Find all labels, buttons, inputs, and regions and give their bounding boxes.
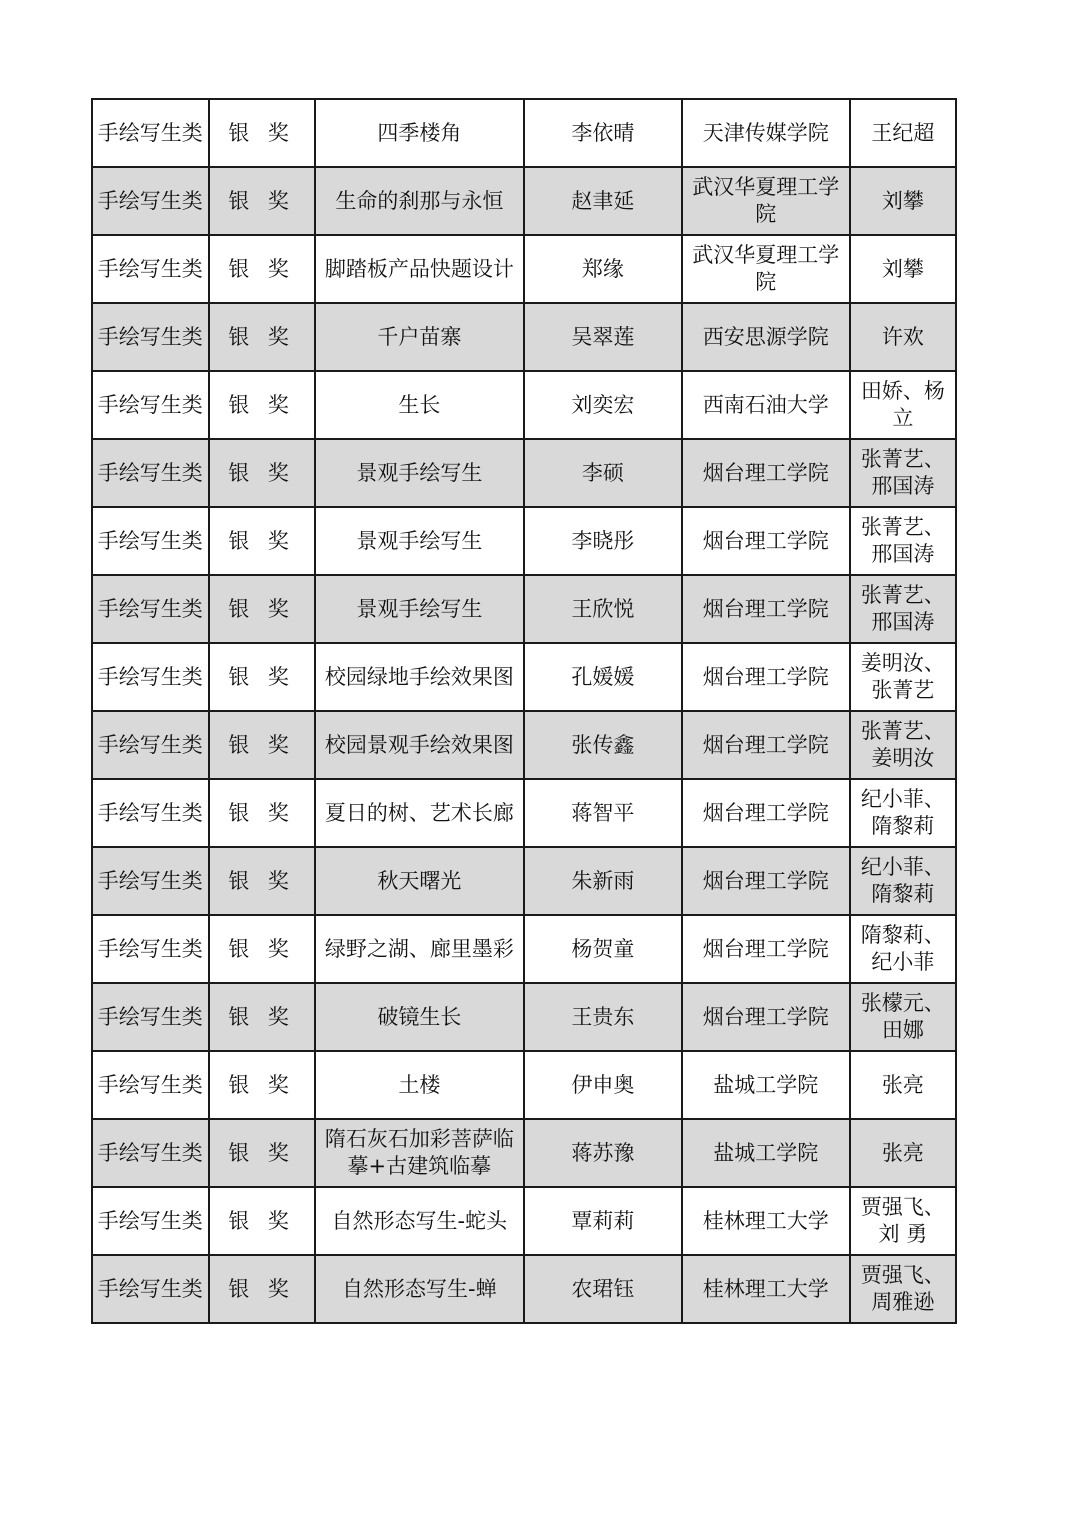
awards-table — [91, 98, 957, 1324]
school-cell: 烟台理工学院 — [682, 575, 850, 643]
category-cell: 手绘写生类 — [92, 99, 209, 167]
category-cell: 手绘写生类 — [92, 847, 209, 915]
category-cell: 手绘写生类 — [92, 1119, 209, 1187]
table-row — [92, 779, 956, 847]
school-cell: 烟台理工学院 — [682, 507, 850, 575]
author-cell: 吴翠莲 — [524, 303, 682, 371]
category-cell: 手绘写生类 — [92, 983, 209, 1051]
school-cell: 武汉华夏理工学院 — [682, 235, 850, 303]
author-cell: 李晓彤 — [524, 507, 682, 575]
category-cell: 手绘写生类 — [92, 1051, 209, 1119]
award-cell: 银 奖 — [209, 371, 315, 439]
title-cell: 景观手绘写生 — [315, 439, 524, 507]
teacher-cell: 隋黎莉、纪小菲 — [850, 915, 956, 983]
teacher-cell: 纪小菲、隋黎莉 — [850, 847, 956, 915]
author-cell: 朱新雨 — [524, 847, 682, 915]
award-cell: 银 奖 — [209, 1051, 315, 1119]
school-cell: 桂林理工大学 — [682, 1187, 850, 1255]
category-cell: 手绘写生类 — [92, 167, 209, 235]
school-cell: 武汉华夏理工学院 — [682, 167, 850, 235]
table-row — [92, 575, 956, 643]
award-cell: 银 奖 — [209, 779, 315, 847]
title-cell: 脚踏板产品快题设计 — [315, 235, 524, 303]
school-cell: 烟台理工学院 — [682, 711, 850, 779]
title-cell: 土楼 — [315, 1051, 524, 1119]
title-cell: 隋石灰石加彩菩萨临摹+古建筑临摹 — [315, 1119, 524, 1187]
award-cell: 银 奖 — [209, 439, 315, 507]
author-cell: 郑缘 — [524, 235, 682, 303]
title-cell: 生长 — [315, 371, 524, 439]
table-row — [92, 1119, 956, 1187]
teacher-cell: 张亮 — [850, 1119, 956, 1187]
author-cell: 刘奕宏 — [524, 371, 682, 439]
teacher-cell: 张菁艺、邢国涛 — [850, 575, 956, 643]
school-cell: 盐城工学院 — [682, 1051, 850, 1119]
author-cell: 蒋智平 — [524, 779, 682, 847]
title-cell: 景观手绘写生 — [315, 575, 524, 643]
author-cell: 伊申奥 — [524, 1051, 682, 1119]
award-cell: 银 奖 — [209, 1255, 315, 1323]
award-cell: 银 奖 — [209, 235, 315, 303]
title-cell: 千户苗寨 — [315, 303, 524, 371]
category-cell: 手绘写生类 — [92, 779, 209, 847]
author-cell: 李硕 — [524, 439, 682, 507]
category-cell: 手绘写生类 — [92, 507, 209, 575]
teacher-cell: 姜明汝、张菁艺 — [850, 643, 956, 711]
title-cell: 秋天曙光 — [315, 847, 524, 915]
author-cell: 李依晴 — [524, 99, 682, 167]
category-cell: 手绘写生类 — [92, 915, 209, 983]
school-cell: 烟台理工学院 — [682, 439, 850, 507]
title-cell: 校园绿地手绘效果图 — [315, 643, 524, 711]
author-cell: 农珺钰 — [524, 1255, 682, 1323]
author-cell: 覃莉莉 — [524, 1187, 682, 1255]
teacher-cell: 张菁艺、邢国涛 — [850, 439, 956, 507]
category-cell: 手绘写生类 — [92, 643, 209, 711]
author-cell: 杨贺童 — [524, 915, 682, 983]
category-cell: 手绘写生类 — [92, 1187, 209, 1255]
table-row — [92, 983, 956, 1051]
category-cell: 手绘写生类 — [92, 1255, 209, 1323]
school-cell: 盐城工学院 — [682, 1119, 850, 1187]
title-cell: 校园景观手绘效果图 — [315, 711, 524, 779]
title-cell: 自然形态写生-蛇头 — [315, 1187, 524, 1255]
category-cell: 手绘写生类 — [92, 235, 209, 303]
category-cell: 手绘写生类 — [92, 439, 209, 507]
table-row — [92, 439, 956, 507]
award-cell: 银 奖 — [209, 99, 315, 167]
author-cell: 赵聿延 — [524, 167, 682, 235]
awards-table-body — [92, 99, 956, 1323]
award-cell: 银 奖 — [209, 1119, 315, 1187]
school-cell: 西南石油大学 — [682, 371, 850, 439]
teacher-cell: 刘攀 — [850, 167, 956, 235]
teacher-cell: 王纪超 — [850, 99, 956, 167]
title-cell: 景观手绘写生 — [315, 507, 524, 575]
school-cell: 烟台理工学院 — [682, 915, 850, 983]
author-cell: 王欣悦 — [524, 575, 682, 643]
table-row — [92, 1051, 956, 1119]
table-row — [92, 915, 956, 983]
school-cell: 烟台理工学院 — [682, 983, 850, 1051]
school-cell: 桂林理工大学 — [682, 1255, 850, 1323]
author-cell: 王贵东 — [524, 983, 682, 1051]
teacher-cell: 张亮 — [850, 1051, 956, 1119]
school-cell: 烟台理工学院 — [682, 847, 850, 915]
teacher-cell: 刘攀 — [850, 235, 956, 303]
title-cell: 夏日的树、艺术长廊 — [315, 779, 524, 847]
award-cell: 银 奖 — [209, 1187, 315, 1255]
table-row — [92, 643, 956, 711]
award-cell: 银 奖 — [209, 303, 315, 371]
author-cell: 蒋苏豫 — [524, 1119, 682, 1187]
award-cell: 银 奖 — [209, 167, 315, 235]
category-cell: 手绘写生类 — [92, 575, 209, 643]
award-cell: 银 奖 — [209, 847, 315, 915]
category-cell: 手绘写生类 — [92, 371, 209, 439]
award-cell: 银 奖 — [209, 711, 315, 779]
author-cell: 张传鑫 — [524, 711, 682, 779]
table-row — [92, 167, 956, 235]
school-cell: 烟台理工学院 — [682, 779, 850, 847]
teacher-cell: 张菁艺、姜明汝 — [850, 711, 956, 779]
school-cell: 烟台理工学院 — [682, 643, 850, 711]
teacher-cell: 贾强飞、周雅逊 — [850, 1255, 956, 1323]
table-row — [92, 1187, 956, 1255]
category-cell: 手绘写生类 — [92, 303, 209, 371]
award-cell: 银 奖 — [209, 643, 315, 711]
teacher-cell: 张檬元、田娜 — [850, 983, 956, 1051]
table-row — [92, 99, 956, 167]
teacher-cell: 许欢 — [850, 303, 956, 371]
table-row — [92, 303, 956, 371]
table-row — [92, 235, 956, 303]
table-row — [92, 1255, 956, 1323]
table-row — [92, 371, 956, 439]
author-cell: 孔媛媛 — [524, 643, 682, 711]
table-row — [92, 711, 956, 779]
category-cell: 手绘写生类 — [92, 711, 209, 779]
title-cell: 自然形态写生-蝉 — [315, 1255, 524, 1323]
award-cell: 银 奖 — [209, 915, 315, 983]
school-cell: 西安思源学院 — [682, 303, 850, 371]
award-cell: 银 奖 — [209, 983, 315, 1051]
teacher-cell: 贾强飞、刘 勇 — [850, 1187, 956, 1255]
school-cell: 天津传媒学院 — [682, 99, 850, 167]
title-cell: 破镜生长 — [315, 983, 524, 1051]
teacher-cell: 田娇、杨立 — [850, 371, 956, 439]
table-row — [92, 507, 956, 575]
award-cell: 银 奖 — [209, 507, 315, 575]
table-row — [92, 847, 956, 915]
title-cell: 四季楼角 — [315, 99, 524, 167]
title-cell: 绿野之湖、廊里墨彩 — [315, 915, 524, 983]
title-cell: 生命的刹那与永恒 — [315, 167, 524, 235]
teacher-cell: 纪小菲、隋黎莉 — [850, 779, 956, 847]
teacher-cell: 张菁艺、邢国涛 — [850, 507, 956, 575]
award-cell: 银 奖 — [209, 575, 315, 643]
